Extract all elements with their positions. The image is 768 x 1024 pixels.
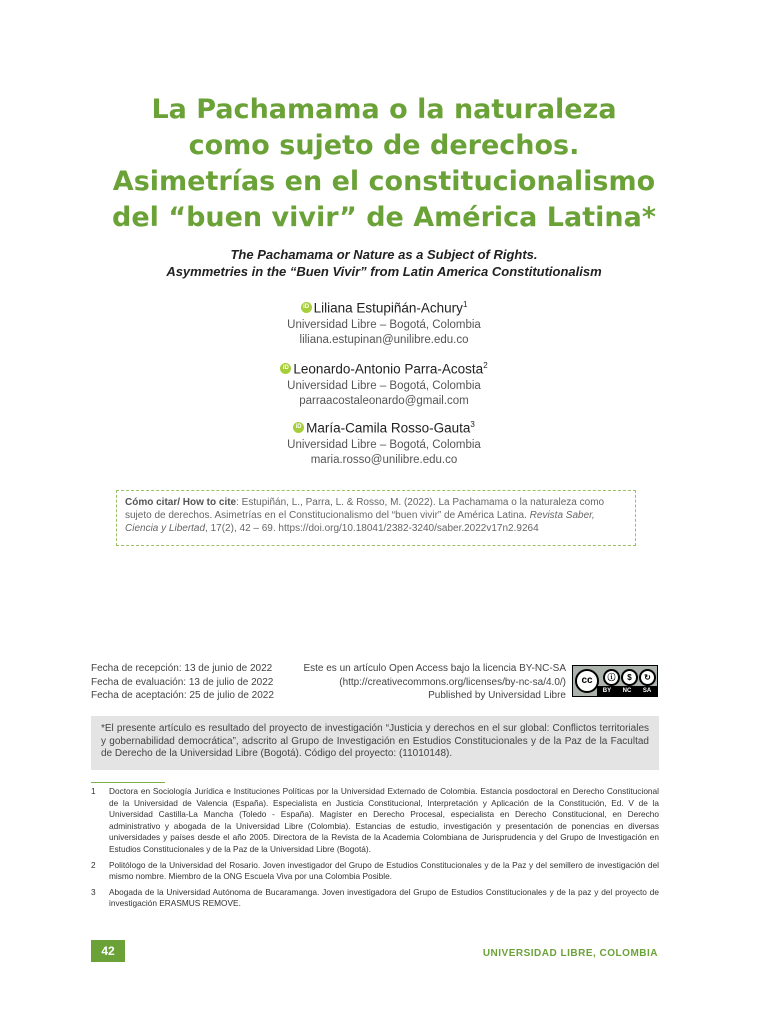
author-block (60, 357, 708, 409)
subtitle-line: The Pachamama or Nature as a Subject of Rights. (230, 247, 538, 262)
author-name (60, 416, 708, 438)
author-email[interactable]: maria.rosso@unilibre.edu.co (310, 453, 458, 466)
orcid-icon[interactable]: iD (293, 422, 304, 433)
footnote (91, 887, 659, 910)
cc-badge-labels (597, 686, 657, 696)
citation-journal: Revista Saber, Ciencia y Libertad (125, 510, 595, 534)
article-dates (91, 662, 274, 703)
author-email[interactable]: liliana.estupinan@unilibre.edu.co (299, 333, 469, 346)
page-number: 42 (91, 940, 125, 962)
date-accepted: Fecha de aceptación: 25 de julio de 2022 (91, 690, 274, 701)
article-title (60, 92, 708, 236)
footnote-marker[interactable]: 1 (462, 300, 468, 309)
sa-sharealike-icon: ↻ (639, 669, 656, 686)
title-line: La Pachamama o la naturaleza (151, 94, 617, 125)
author-name-text: Liliana Estupiñán-Achury (313, 300, 463, 316)
footnote-marker[interactable]: 2 (483, 361, 488, 370)
publisher-line: Published by Universidad Libre (428, 690, 566, 701)
footnote-number: 2 (91, 859, 96, 870)
footnote-text: Politólogo de la Universidad del Rosario. Joven investigador del Grupo de Estudios Constitucionales y de la Paz y del semillero de investigación del mismo nombre. Miembro de la ONG Escuela Viva por una Colombia Posible. (109, 859, 659, 882)
date-received: Fecha de recepción: 13 de junio de 2022 (91, 663, 273, 674)
footnotes (91, 786, 659, 914)
footnote-divider (91, 782, 165, 783)
english-subtitle (60, 246, 708, 280)
author-name-text: Leonardo-Antonio Parra-Acosta (293, 361, 484, 377)
footnote-marker[interactable]: 3 (470, 420, 475, 429)
author-affiliation: Universidad Libre – Bogotá, Colombia (287, 438, 481, 451)
cc-license-badge[interactable] (572, 665, 658, 697)
footnote (91, 860, 659, 883)
license-url[interactable]: (http://creativecommons.org/licenses/by-nc-sa/4.0/) (339, 676, 566, 688)
citation-box (116, 490, 636, 546)
author-block (60, 296, 708, 348)
orcid-icon[interactable]: iD (301, 302, 312, 313)
footnote-number: 1 (91, 786, 96, 796)
cc-sa-label: SA (642, 688, 652, 694)
author-email[interactable]: parraacostaleonardo@gmail.com (299, 394, 469, 407)
author-affiliation: Universidad Libre – Bogotá, Colombia (287, 379, 481, 392)
cc-icon: cc (575, 669, 599, 693)
author-block (60, 416, 708, 468)
citation-text: : Estupiñán, L., Parra, L. & Rosso, M. (2022). La Pachamama o la naturaleza como sujeto de derechos. Asimetrías en el Constitucionalismo del “buen vivir” de América Latina. (125, 497, 605, 521)
title-line: del “buen vivir” de América Latina* (112, 202, 656, 233)
footnote-text: Abogada de la Universidad Autónoma de Bucaramanga. Joven investigadora del Grupo de Estudios Constitucionales y de la paz y del proyecto de investigación ERASMUS REMOVE. (109, 886, 659, 909)
date-evaluated: Fecha de evaluación: 13 de julio de 2022 (91, 676, 274, 688)
project-note: *El presente artículo es resultado del proyecto de investigación “Justicia y derechos en el sur global: Conflictos territoriales y gobernabilidad democrática”, adscrito al Grupo de Investigación en Estudios Constitucionales y de la Paz de la Facultad de Derecho de la Universidad Libre (Bogotá). Código del proyecto: (11010148). (91, 716, 659, 770)
footnote (91, 786, 659, 856)
footnote-text: Doctora en Sociología Jurídica e Instituciones Políticas por la Universidad Externado de Colombia. Estancia posdoctoral en Derecho Constitucional de la Universidad de Valencia (España). Especialista en Justicia Constitucional, Interpretación y Aplicación de la Constitución, Ed. V de la Universidad Castilla-La Mancha (Toledo - España). Magíster en Derecho Procesal, especialista en Derecho Constitucional, en Derecho administrativo y abogada de la Universidad Libre (Colombia). Estancias de estudio, investigación y presentación de ponencias en diversas universidades y países desde el año 2005. Directora de la Revista de la Academia Colombiana de Jurisprudencia y del Grupo de Investigación en Estudios Constitucionales y de la Paz de la Universidad Libre (Bogotá). (109, 786, 659, 854)
author-name (60, 296, 708, 318)
running-footer: UNIVERSIDAD LIBRE, COLOMBIA (482, 948, 658, 959)
title-line: como sujeto de derechos. (188, 130, 580, 161)
cc-nc-label: NC (622, 688, 632, 694)
footnote-number: 3 (91, 886, 96, 897)
license-statement (303, 662, 566, 703)
orcid-icon[interactable]: iD (280, 363, 291, 374)
license-line: Este es un artículo Open Access bajo la licencia BY-NC-SA (303, 663, 566, 674)
author-name (60, 357, 708, 379)
author-affiliation: Universidad Libre – Bogotá, Colombia (287, 318, 481, 331)
cc-by-label: BY (602, 688, 612, 694)
citation-doi[interactable]: , 17(2), 42 – 69. https://doi.org/10.18041/2382-3240/saber.2022v17n2.9264 (205, 523, 539, 534)
subtitle-line: Asymmetries in the “Buen Vivir” from Latin America Constitutionalism (166, 264, 602, 279)
nc-noncommercial-icon: $ (621, 669, 638, 686)
by-attribution-icon: ⓘ (603, 669, 620, 686)
citation-label: Cómo citar/ How to cite (125, 497, 237, 508)
author-name-text: María-Camila Rosso-Gauta (306, 420, 471, 436)
title-line: Asimetrías en el constitucionalismo (112, 166, 656, 197)
